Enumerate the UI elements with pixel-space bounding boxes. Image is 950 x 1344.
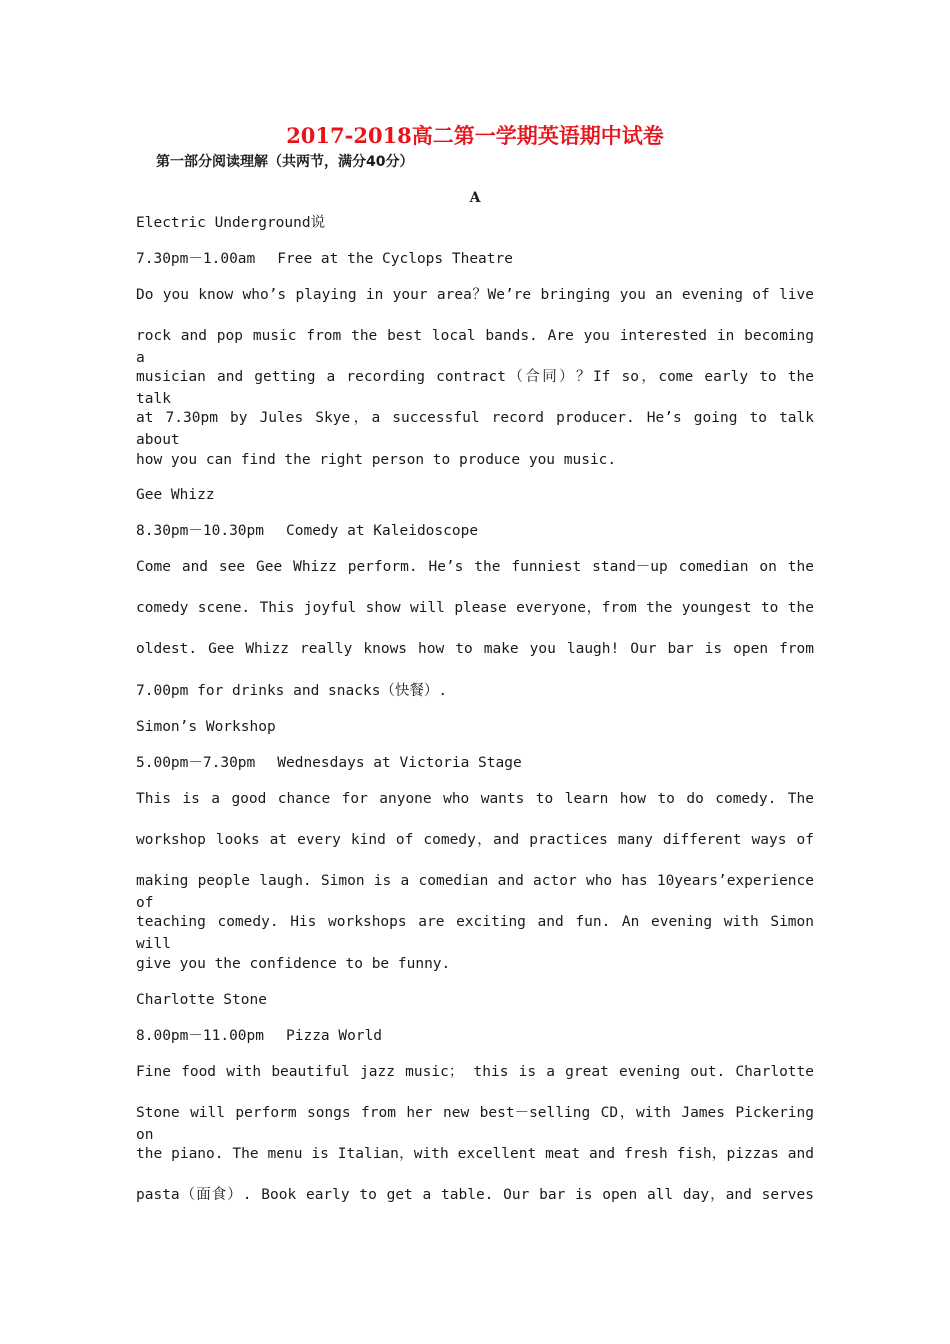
paragraph-line: rock and pop music from the best local bands. Are you interested in becoming a — [136, 328, 814, 366]
paragraph-line: at 7.30pm by Jules Skye，a successful record producer. He’s going to talk about — [136, 410, 814, 448]
paragraph-line: oldest. Gee Whizz really knows how to make you laugh! Our bar is open from — [136, 641, 814, 657]
paragraph-line: 7.00pm for drinks and snacks（快餐）. — [136, 683, 448, 699]
paragraph-line: This is a good chance for anyone who wants to learn how to do comedy. The — [136, 791, 814, 807]
event-name: Electric Underground说 — [136, 215, 326, 231]
paragraph-line: how you can find the right person to produce you music. — [136, 452, 617, 468]
event-time-venue — [136, 520, 478, 542]
exam-title: 2017-2018高二第一学期英语期中试卷 — [286, 123, 664, 148]
paragraph-line: Fine food with beautiful jazz music； this is a great evening out. Charlotte — [136, 1064, 814, 1080]
paragraph-line: Come and see Gee Whizz perform. He’s the funniest stand－up comedian on the — [136, 559, 814, 575]
section-heading: 第一部分阅读理解（共两节，满分40分） — [156, 154, 414, 170]
event-time: 8.00pm－11.00pm — [136, 1028, 264, 1044]
paragraph-line: give you the confidence to be funny. — [136, 956, 451, 972]
paragraph-line: comedy scene. This joyful show will please everyone，from the youngest to the — [136, 600, 814, 616]
paragraph-line: Do you know who’s playing in your area？We’re bringing you an evening of live — [136, 287, 814, 303]
event-name: Simon’s Workshop — [136, 719, 276, 735]
event-venue: Wednesdays at Victoria Stage — [277, 755, 522, 771]
paragraph-line: teaching comedy. His workshops are exciting and fun. An evening with Simon will — [136, 914, 814, 952]
event-time-venue — [136, 752, 522, 774]
event-time-venue — [136, 248, 513, 270]
event-venue: Free at the Cyclops Theatre — [277, 251, 513, 267]
event-time: 8.30pm－10.30pm — [136, 523, 264, 539]
event-venue: Comedy at Kaleidoscope — [286, 523, 479, 539]
paragraph-line: making people laugh. Simon is a comedian and actor who has 10years’experience of — [136, 873, 814, 911]
event-name: Gee Whizz — [136, 487, 215, 503]
paragraph-line: musician and getting a recording contract（合同）？If so，come early to the talk — [136, 369, 814, 407]
event-time-venue — [136, 1025, 382, 1047]
event-time: 7.30pm－1.00am — [136, 251, 256, 267]
paragraph-line: pasta（面食）. Book early to get a table. Our bar is open all day，and serves — [136, 1187, 814, 1203]
event-venue: Pizza World — [286, 1028, 383, 1044]
passage-label: A — [469, 190, 481, 206]
paragraph-line: Stone will perform songs from her new best－selling CD，with James Pickering on — [136, 1105, 814, 1143]
paragraph-line: workshop looks at every kind of comedy，and practices many different ways of — [136, 832, 814, 848]
event-name: Charlotte Stone — [136, 992, 267, 1008]
paragraph-line: the piano. The menu is Italian，with excellent meat and fresh fish，pizzas and — [136, 1146, 814, 1162]
event-time: 5.00pm－7.30pm — [136, 755, 256, 771]
